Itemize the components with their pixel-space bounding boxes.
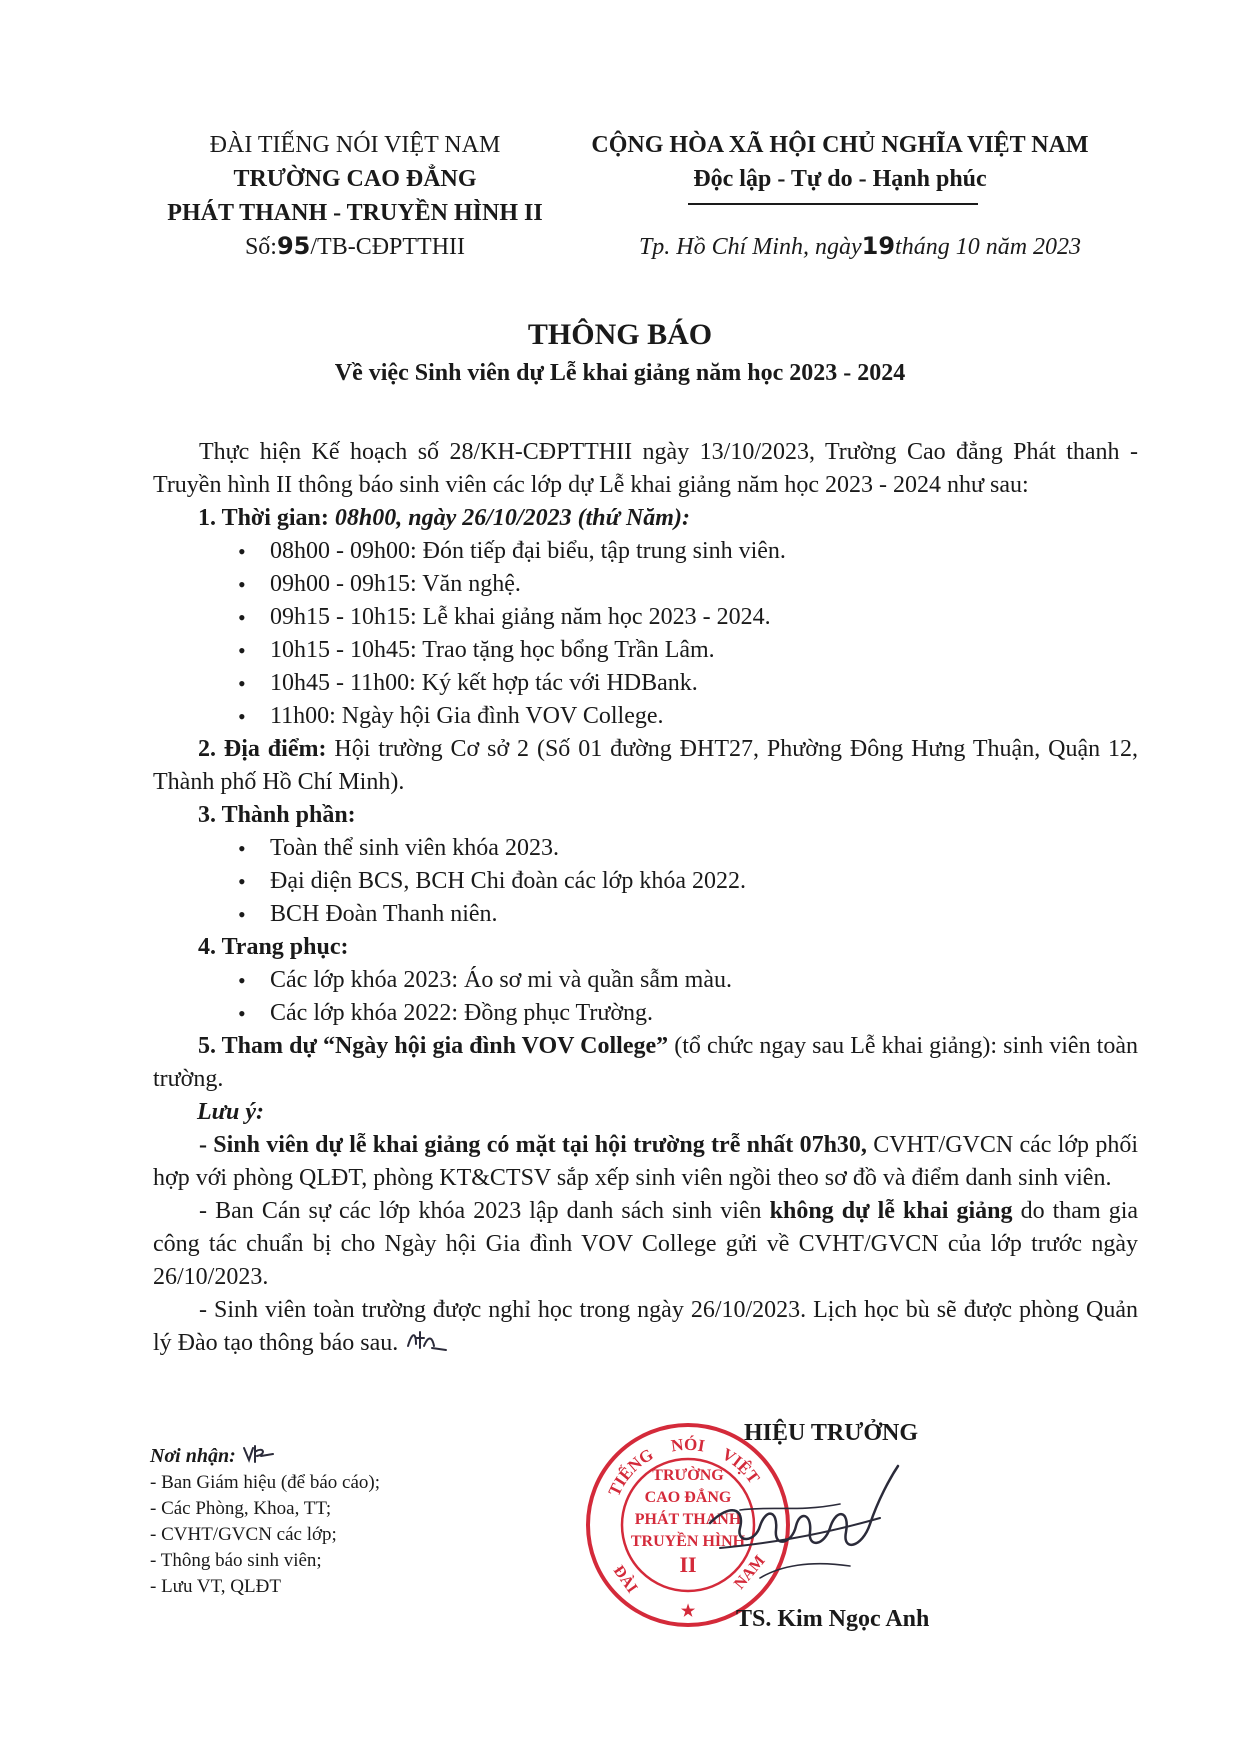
section-location [153,733,1138,799]
section-dress-label: 4. Trang phục: [198,934,349,960]
note-2-b: do tham gia công tác chuẩn bị cho Ngày hội Gia đình VOV College gửi về CVHT/GVCN của lớp trước ngày 26/10/2023. [153,1198,1139,1290]
doc-number-handwritten: 95 [276,232,311,260]
note-3-text: - Sinh viên toàn trường được nghỉ học trong ngày 26/10/2023. Lịch học bù sẽ được phòng Quản lý Đào tạo thông báo sau. [153,1297,1138,1356]
handwritten-signature [700,1448,920,1598]
national-title: CỘNG HÒA XÃ HỘI CHỦ NGHĨA VIỆT NAM [591,132,1089,158]
section-participants-label: 3. Thành phần: [198,802,356,828]
document-body [153,436,1138,1360]
stamp-right-bottom-word: NAM [731,1552,769,1593]
recipient-item: - Thông báo sinh viên; [150,1550,322,1571]
signatory-name: TS. Kim Ngọc Anh [736,1606,930,1632]
issuer-school-line1: TRƯỜNG CAO ĐẲNG [233,166,477,192]
recipient-item: - Lưu VT, QLĐT [150,1576,281,1597]
section-participants [153,799,1138,832]
note-1 [153,1129,1138,1195]
stamp-line-5: II [679,1552,697,1577]
motto-underline [688,203,978,205]
stamp-left-bottom-word: ĐÀI [609,1562,641,1597]
issuer-block [150,128,560,230]
date-suffix: tháng 10 năm 2023 [895,234,1082,260]
document-number [150,232,560,261]
stamp-line-3: PHÁT THANH [634,1511,742,1528]
list-item: • 08h00 - 09h00: Đón tiếp đại biểu, tập trung sinh viên. [238,535,1138,568]
section-dress [153,931,1138,964]
note-2 [153,1195,1138,1294]
document-subtitle: Về việc Sinh viên dự Lễ khai giảng năm học 2023 - 2024 [334,360,906,386]
section-family-day [153,1030,1138,1096]
recipients-heading: Nơi nhận: [150,1445,236,1467]
issue-date [580,232,1140,261]
recipients-heading-row [150,1442,570,1470]
list-item: • 09h15 - 10h15: Lễ khai giảng năm học 2023 - 2024. [238,601,1138,634]
section-location-value: Hội trường Cơ sở 2 (Số 01 đường ĐHT27, Phường Đông Hưng Thuận, Quận 12, Thành phố Hồ Chí Minh). [153,736,1138,795]
issuer-parent-org: ĐÀI TIẾNG NÓI VIỆT NAM [209,132,501,158]
initials-mark-icon [241,1442,275,1466]
stamp-left-word: TIẾNG [604,1444,657,1500]
section-time-value: 08h00, ngày 26/10/2023 (thứ Năm): [334,505,690,531]
recipient-item: - Các Phòng, Khoa, TT; [150,1498,332,1519]
doc-number-suffix: /TB-CĐPTTHII [310,234,466,260]
note-2-bold: không dự lễ khai giảng [769,1198,1013,1224]
national-motto: Độc lập - Tự do - Hạnh phúc [693,166,987,192]
schedule-list [153,535,1138,733]
list-item: • 10h45 - 11h00: Ký kết hợp tác với HDBank. [238,667,1138,700]
issuer-school-line2: PHÁT THANH - TRUYỀN HÌNH II [167,200,543,226]
signatory-title: HIỆU TRƯỞNG [744,1420,919,1446]
note-2-a: - Ban Cán sự các lớp khóa 2023 lập danh sách sinh viên [199,1198,762,1224]
stamp-right-word: VIỆT [718,1444,764,1488]
list-item: • BCH Đoàn Thanh niên. [238,898,1138,931]
stamp-star-icon: ★ [680,1603,696,1620]
stamp-top-word: NÓI [669,1434,707,1456]
recipient-item: - CVHT/GVCN các lớp; [150,1524,337,1545]
list-item: • Các lớp khóa 2022: Đồng phục Trường. [238,997,1138,1030]
date-prefix: Tp. Hồ Chí Minh, ngày [638,234,862,260]
date-day-handwritten: 19 [861,232,896,260]
recipients-block [150,1442,570,1600]
list-item: • Toàn thể sinh viên khóa 2023. [238,832,1138,865]
initials-mark-icon [404,1328,448,1354]
dress-list [153,964,1138,1030]
list-item: • Các lớp khóa 2023: Áo sơ mi và quần sẫm màu. [238,964,1138,997]
doc-number-prefix: Số: [244,234,277,260]
stamp-line-2: CAO ĐẲNG [644,1489,732,1506]
document-title: THÔNG BÁO [527,318,713,351]
note-1-rest: CVHT/GVCN các lớp phối hợp với phòng QLĐT, phòng KT&CTSV sắp xếp sinh viên ngồi theo sơ đồ và điểm danh sinh viên. [153,1132,1138,1191]
section-family-day-value: (tổ chức ngay sau Lễ khai giảng): sinh viên toàn trường. [153,1033,1139,1092]
recipient-item: - Ban Giám hiệu (để báo cáo); [150,1472,381,1493]
list-item: • 11h00: Ngày hội Gia đình VOV College. [238,700,1138,733]
list-item: • 09h00 - 09h15: Văn nghệ. [238,568,1138,601]
note-1-bold: - Sinh viên dự lễ khai giảng có mặt tại hội trường trễ nhất 07h30, [199,1132,867,1158]
section-family-day-label: 5. Tham dự “Ngày hội gia đình VOV College” [198,1033,669,1059]
participants-list [153,832,1138,931]
note-3 [153,1294,1138,1360]
stamp-line-4: TRUYỀN HÌNH [630,1533,746,1550]
list-item: • Đại diện BCS, BCH Chi đoàn các lớp khóa 2022. [238,865,1138,898]
section-time-label: 1. Thời gian: [198,505,329,531]
stamp-line-1: TRƯỜNG [652,1467,724,1484]
section-location-label: 2. Địa điểm: [198,736,327,762]
notes-heading: Lưu ý: [197,1099,265,1125]
intro-paragraph: Thực hiện Kế hoạch số 28/KH-CĐPTTHII ngày 13/10/2023, Trường Cao đẳng Phát thanh - Truyền hình II thông báo sinh viên các lớp dự Lễ khai giảng năm học 2023 - 2024 như sau: [153,439,1138,498]
national-motto-block [560,128,1120,196]
section-time [153,502,1138,535]
list-item: • 10h15 - 10h45: Trao tặng học bổng Trần Lâm. [238,634,1138,667]
